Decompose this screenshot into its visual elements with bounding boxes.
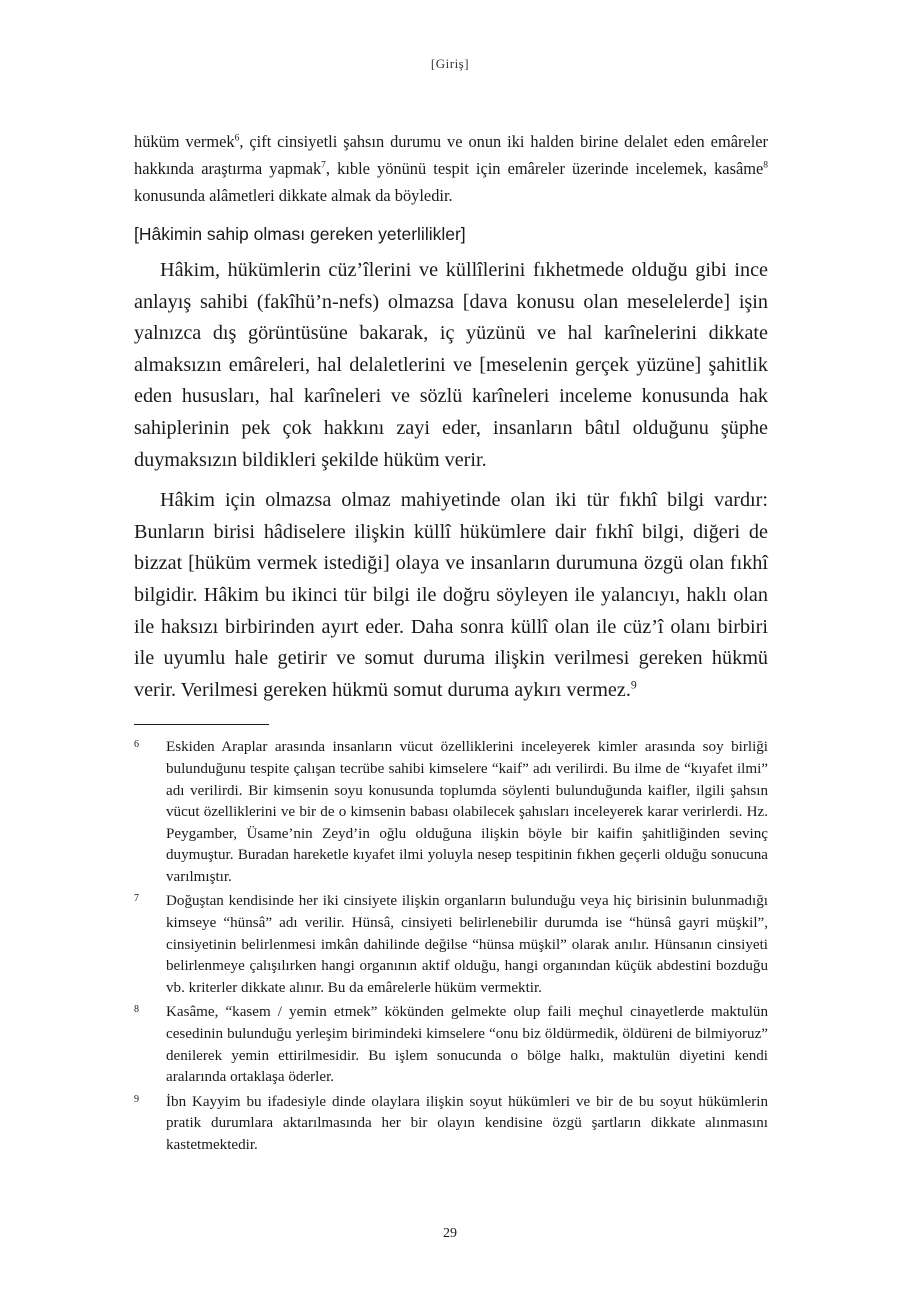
footnote-number: 9 (134, 1093, 139, 1105)
footnote-ref-7: 7 (321, 160, 326, 171)
footnote-ref-6: 6 (234, 133, 240, 144)
footnote-text: Kasâme, “kasem / yemin etmek” kökünden gelmekte olup faili meçhul cinayetlerde maktulün cesedinin bulunduğu yerleşim birimindeki kimselere “onu biz öldürmedik, öldüreni de bilmiyoruz” denilerek yemin ettirilmesidir. Bu işlem sonucunda o bölge halkı, maktulün diyetini kendi aralarında ortaklaşa öderler. (166, 1004, 768, 1086)
intro-paragraph (134, 128, 768, 209)
intro-text-4: konusunda alâmetleri dikkate almak da böyledir. (134, 186, 453, 205)
footnote-text: İbn Kayyim bu ifadesiyle dinde olaylara ilişkin soyut hükümleri ve bir de bu soyut hükümlerin pratik durumlara aktarılmasında her bir olayın kendisine özgü şartların dikkate alınmasını kastetmektedir. (166, 1093, 768, 1153)
footnote-number: 8 (134, 1004, 139, 1016)
intro-text-3: , kıble yönünü tespit için emâreler üzerinde incelemek, kasâme (325, 159, 764, 178)
footnote-ref-9: 9 (630, 677, 637, 691)
footnotes (134, 737, 768, 1156)
footnote-ref-8: 8 (763, 160, 769, 171)
body-paragraph-2 (134, 485, 768, 706)
footnote-text: Eskiden Araplar arasında insanların vücut özelliklerini inceleyerek kimler arasında soy birliği bulunduğunu tespite çalışan tecrübe sahibi kimselere “kaif” adı verilirdi. Bu ilme de “kıyafet ilmi” adı verilirdi. Bir kimsenin soyu konusunda toplumda söylenti bulunduğunda kaifler, ilgili şahsın vücut özelliklerini ve bir de o kimsenin babası olabilecek şahısları inceleyerek karar verirlerdi. Hz. Peygamber, Üsame’nin Zeyd’in oğlu olduğuna ilişkin böyle bir kaifin şahitliğinden sevinç duymuştur. Buradan hareketle kıyafet ilmi yoluyla nesep tespitinin fıkhen geçerli olduğu sonucuna varılmıştır. (166, 739, 768, 885)
page-content (134, 128, 768, 1157)
footnote-8 (134, 1002, 768, 1088)
body-paragraph-1: Hâkim, hükümlerin cüz’îlerini ve küllîlerini fıkhetmede olduğu gibi ince anlayış sahibi (fakîhü’n-nefs) olmazsa [dava konusu olan meselelerde] işin yalnızca dış görüntüsüne bakarak, iç yüzünü ve hal karînelerini dikkate almaksızın emâreleri, hal delaletlerini ve [meselenin gerçek yüzüne] şahitlik eden hususları, hal karîneleri ve sözlü karîneleri inceleme konusunda hak sahiplerinin pek çok hakkını zayi eder, insanların bâtıl olduğunu şüphe duymaksızın bildikleri şekilde hüküm verir. (134, 259, 768, 471)
intro-text-1: hüküm vermek (134, 132, 235, 151)
intro-text-2: , çift cinsiyetli şahsın durumu ve onun iki halden birine delalet eden emâreler hakkında araştırma yapmak (134, 132, 768, 178)
footnote-text: Doğuştan kendisinde her iki cinsiyete ilişkin organların bulunduğu veya hiç birisinin bulunmadığı kimseye “hünsâ” adı verilir. Hünsâ, cinsiyeti belirlenebilir durumda ise “hünsâ gayri müşkil”, cinsiyetinin belirlenmesi imkân dahilinde değilse “hünsa müşkil” olarak anılır. Hünsanın cinsiyeti belirlenmeye çalışılırken hangi organının aktif olduğu, hangi organından küçük abdestini bozduğu vb. kriterler dikkate alınır. Bu da emârelerle hüküm vermektir. (166, 893, 768, 996)
section-heading: [Hâkimin sahip olması gereken yeterlilikler] (134, 224, 466, 244)
page-number: 29 (443, 1226, 457, 1241)
footnote-6 (134, 737, 768, 888)
footnote-rule (134, 724, 269, 725)
footnote-number: 7 (134, 893, 139, 905)
footnote-7 (134, 891, 768, 999)
running-head: [Giriş] (430, 56, 470, 71)
footnote-number: 6 (134, 739, 139, 751)
body-paragraph-2-text: Hâkim için olmazsa olmaz mahiyetinde olan iki tür fıkhî bilgi vardır: Bunların birisi hâdiselere ilişkin küllî hükümlere dair fıkhî bilgi, diğeri de bizzat [hüküm vermek istediği] olaya ve insanların durumuna özgü olan fıkhî bilgidir. Hâkim bu ikinci tür bilgi ile doğru söyleyen ile yalancıyı, haklı olan ile haksızı birbirinden ayırt eder. Daha sonra küllî olan ile cüz’î olanı birbiri ile uyumlu hale getirir ve somut duruma ilişkin verilmesi gereken hükmü verir. Verilmesi gereken hükmü somut duruma aykırı vermez. (134, 489, 768, 701)
footnote-9 (134, 1092, 768, 1157)
